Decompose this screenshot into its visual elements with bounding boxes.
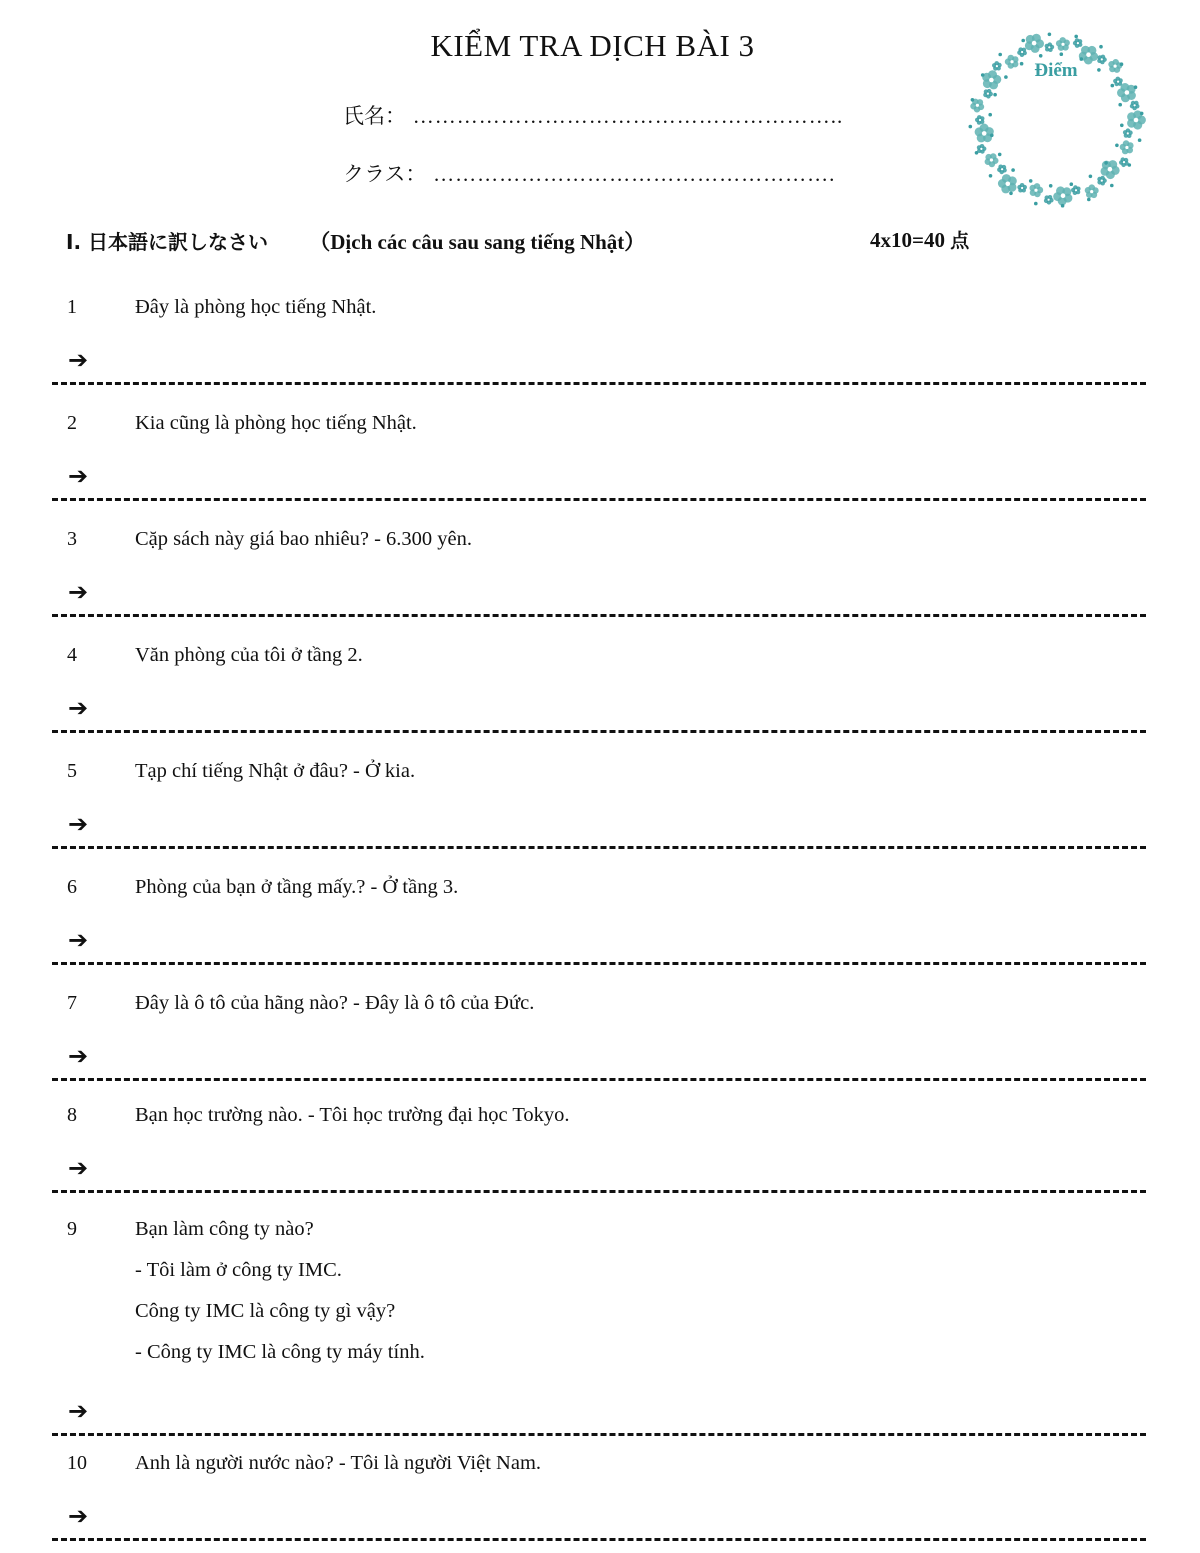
class-field[interactable] — [343, 158, 835, 188]
leaf-dot — [969, 125, 973, 129]
leaf-dot — [975, 151, 979, 155]
score-label: Điểm — [1034, 60, 1078, 81]
leaf-dot — [1034, 202, 1038, 206]
leaf-dot — [1099, 45, 1103, 49]
leaf-dot — [1009, 192, 1013, 196]
question-text: Bạn học trường nào. - Tôi học trường đại học Tokyo. — [135, 1104, 570, 1126]
arrow-right-icon: ➔ — [68, 1154, 89, 1182]
leaf-dot — [1070, 182, 1074, 186]
leaf-dot — [1021, 39, 1025, 43]
flower-icon — [1045, 42, 1055, 52]
question-number: 6 — [67, 876, 77, 898]
leaf-dot — [1089, 175, 1093, 179]
flower-icon — [998, 174, 1017, 193]
question-text: Tạp chí tiếng Nhật ở đâu? - Ở kia. — [135, 760, 416, 782]
leaf-dot — [981, 73, 985, 77]
name-field[interactable] — [343, 100, 843, 130]
question-text: - Tôi làm ở công ty IMC. — [135, 1259, 342, 1281]
leaf-dot — [988, 113, 992, 117]
question-number: 1 — [67, 296, 77, 318]
leaf-dot — [989, 174, 993, 178]
leaf-dot — [998, 53, 1002, 57]
flower-icon — [975, 115, 985, 125]
section-points — [870, 226, 969, 253]
answer-separator — [52, 1190, 1146, 1193]
leaf-dot — [1049, 184, 1053, 188]
answer-separator — [52, 1433, 1146, 1436]
question-text: Kia cũng là phòng học tiếng Nhật. — [135, 412, 417, 434]
leaf-dot — [1115, 144, 1119, 148]
leaf-dot — [1128, 163, 1132, 167]
flower-icon — [1130, 101, 1140, 111]
section-title — [66, 226, 645, 256]
points-value: 4x10=40 — [870, 228, 945, 252]
leaf-dot — [1138, 138, 1142, 142]
flower-icon — [982, 70, 1001, 89]
class-label: クラス： — [343, 162, 427, 186]
leaf-dot — [1120, 124, 1124, 128]
answer-separator — [52, 614, 1146, 617]
leaf-dot — [998, 153, 1002, 157]
leaf-dot — [1140, 112, 1144, 116]
leaf-dot — [1039, 54, 1043, 58]
leaf-dot — [1029, 179, 1033, 183]
arrow-right-icon: ➔ — [68, 1397, 89, 1425]
points-unit: 点 — [950, 230, 970, 252]
name-blank[interactable]: ………………………………………………….. — [412, 104, 844, 128]
arrow-right-icon: ➔ — [68, 1042, 89, 1070]
question-number: 10 — [67, 1452, 87, 1474]
page-title: KIỂM TRA DỊCH BÀI 3 — [430, 28, 755, 63]
question-text: Bạn làm công ty nào? — [135, 1218, 314, 1240]
flower-icon — [985, 153, 999, 167]
question-number: 4 — [67, 644, 77, 666]
answer-separator — [52, 1078, 1146, 1081]
question-text: Đây là ô tô của hãng nào? - Đây là ô tô của Đức. — [135, 992, 535, 1014]
question-number: 2 — [67, 412, 77, 434]
flower-icon — [1056, 37, 1070, 51]
flower-icon — [975, 124, 994, 143]
flower-icon — [1053, 186, 1072, 205]
leaf-dot — [1074, 35, 1078, 39]
flower-icon — [977, 144, 987, 154]
answer-separator — [52, 498, 1146, 501]
leaf-dot — [1048, 33, 1052, 37]
leaf-dot — [1118, 103, 1122, 107]
arrow-right-icon: ➔ — [68, 346, 89, 374]
leaf-dot — [1134, 85, 1138, 89]
flower-icon — [1073, 38, 1083, 48]
leaf-dot — [993, 93, 997, 97]
leaf-dot — [1111, 84, 1115, 88]
leaf-dot — [1110, 184, 1114, 188]
arrow-right-icon: ➔ — [68, 578, 89, 606]
flower-icon — [1085, 184, 1099, 198]
question-text: Văn phòng của tôi ở tầng 2. — [135, 644, 363, 666]
flower-wreath-icon — [962, 26, 1150, 214]
answer-separator — [52, 846, 1146, 849]
leaf-dot — [971, 98, 975, 102]
leaf-dot — [1061, 204, 1065, 208]
name-label: 氏名： — [343, 104, 406, 128]
question-text: Anh là người nước nào? - Tôi là người Việt Nam. — [135, 1452, 542, 1474]
flower-icon — [997, 165, 1007, 175]
question-number: 7 — [67, 992, 77, 1014]
arrow-right-icon: ➔ — [68, 694, 89, 722]
question-text: Công ty IMC là công ty gì vậy? — [135, 1300, 396, 1322]
question-text: Đây là phòng học tiếng Nhật. — [135, 296, 377, 318]
question-number: 8 — [67, 1104, 77, 1126]
leaf-dot — [990, 134, 994, 138]
answer-separator — [52, 1538, 1146, 1541]
arrow-right-icon: ➔ — [68, 462, 89, 490]
arrow-right-icon: ➔ — [68, 1502, 89, 1530]
arrow-right-icon: ➔ — [68, 926, 89, 954]
answer-separator — [52, 382, 1146, 385]
flower-icon — [1071, 185, 1081, 195]
leaf-dot — [1011, 168, 1015, 172]
flower-icon — [1113, 77, 1123, 87]
flower-icon — [1017, 47, 1027, 57]
question-number: 3 — [67, 528, 77, 550]
leaf-dot — [1087, 198, 1091, 202]
question-number: 9 — [67, 1218, 77, 1240]
question-text: Phòng của bạn ở tầng mấy.? - Ở tầng 3. — [135, 876, 459, 898]
flower-icon — [1030, 183, 1044, 197]
question-number: 5 — [67, 760, 77, 782]
leaf-dot — [1120, 62, 1124, 66]
flower-icon — [983, 89, 993, 99]
question-text: Cặp sách này giá bao nhiêu? - 6.300 yên. — [135, 528, 473, 550]
flower-icon — [1119, 157, 1129, 167]
class-blank[interactable]: ………………………………………………. — [433, 162, 836, 186]
answer-separator — [52, 730, 1146, 733]
section-title-vn: （Dịch các câu sau sang tiếng Nhật） — [309, 230, 646, 254]
flower-icon — [1025, 34, 1044, 53]
question-text: - Công ty IMC là công ty máy tính. — [135, 1341, 425, 1363]
flower-icon — [1017, 183, 1027, 193]
flower-icon — [1044, 195, 1054, 205]
flower-icon — [1120, 140, 1134, 154]
flower-icon — [1123, 128, 1133, 138]
flower-icon — [1097, 176, 1107, 186]
leaf-dot — [1104, 161, 1108, 165]
arrow-right-icon: ➔ — [68, 810, 89, 838]
section-title-jp: I. 日本語に訳しなさい — [66, 230, 269, 254]
answer-separator — [52, 962, 1146, 965]
leaf-dot — [1060, 52, 1064, 56]
